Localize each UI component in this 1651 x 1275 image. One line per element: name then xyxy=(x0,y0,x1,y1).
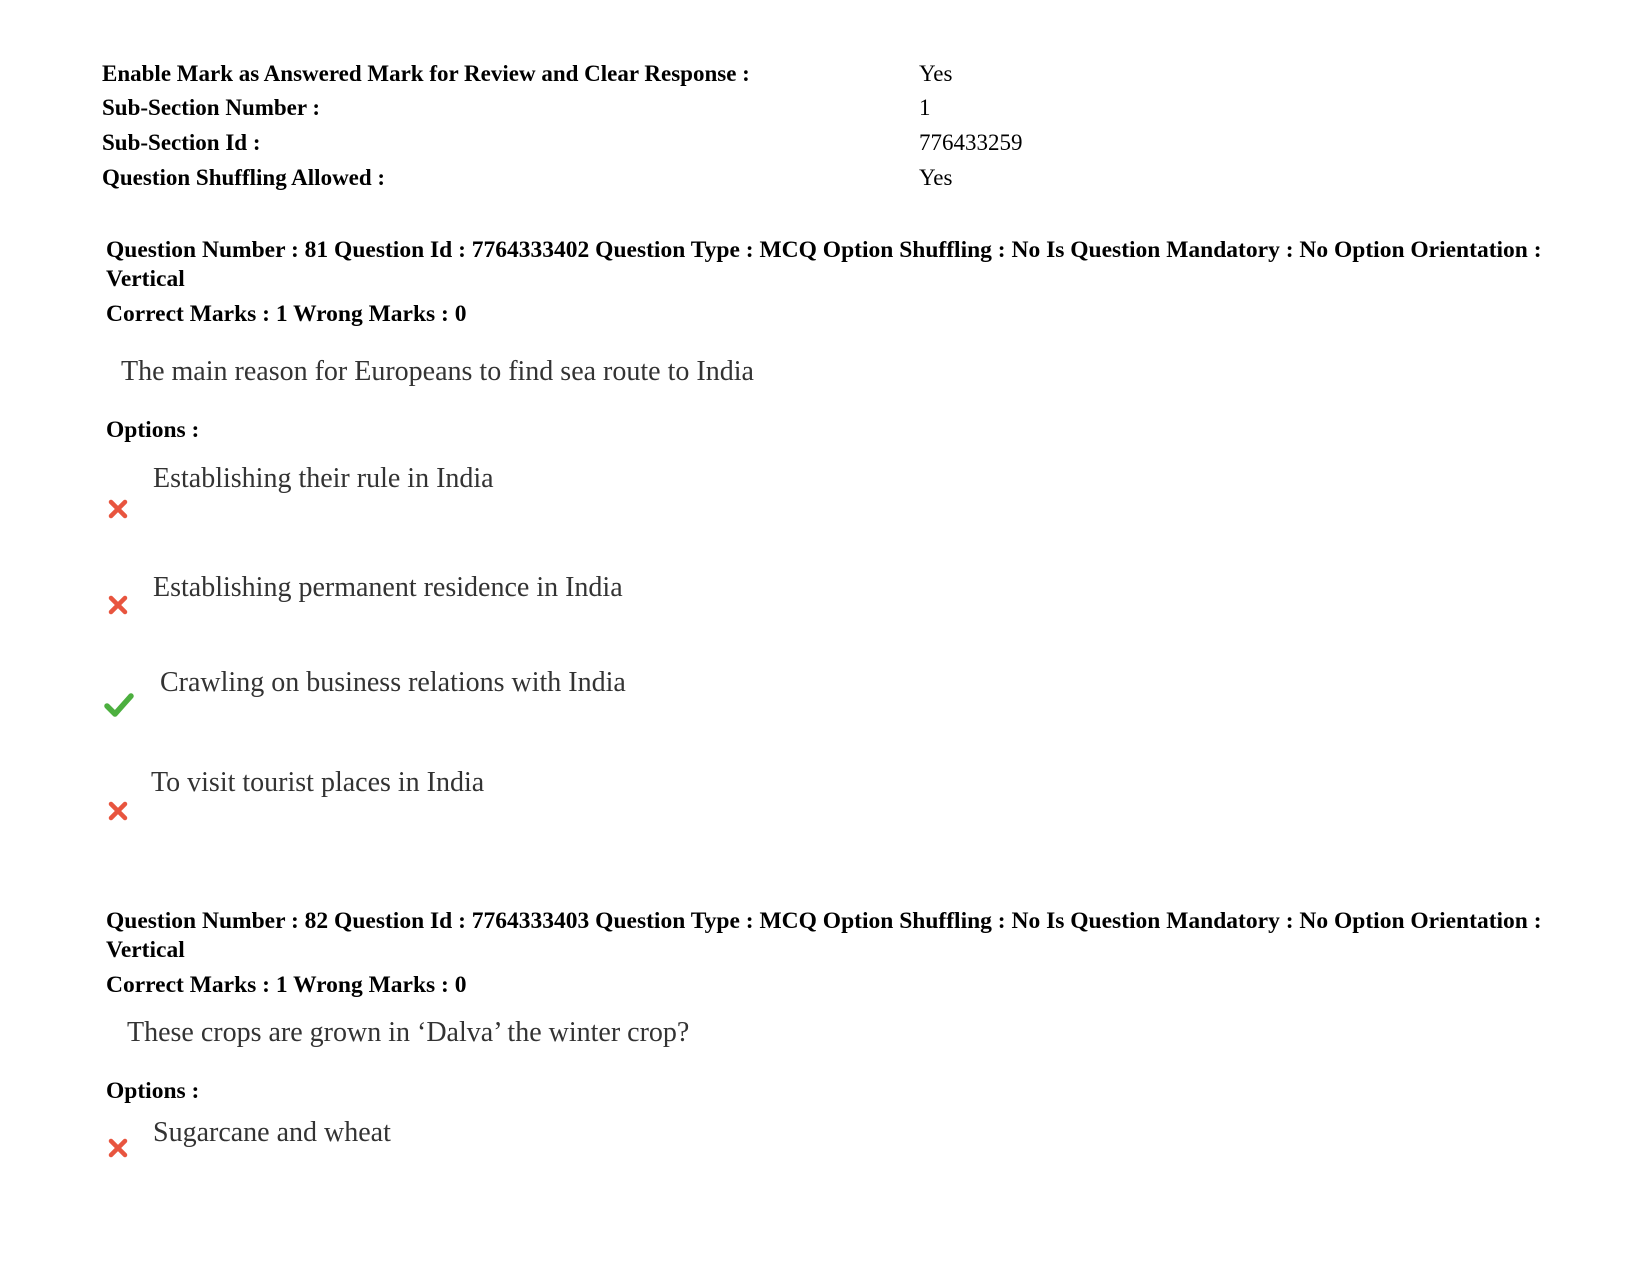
question-marks: Correct Marks : 1 Wrong Marks : 0 xyxy=(106,301,467,327)
question-header: Question Number : 82 Question Id : 7764333403 Question Type : MCQ Option Shuffling : No Is Question Mandatory : No Option Orientation : Vertical xyxy=(106,908,1542,963)
meta-label: Question Shuffling Allowed : xyxy=(102,165,386,190)
question-marks: Correct Marks : 1 Wrong Marks : 0 xyxy=(106,972,467,998)
meta-label: Sub-Section Number : xyxy=(102,95,321,120)
check-icon xyxy=(104,692,134,718)
meta-label: Enable Mark as Answered Mark for Review and Clear Response : xyxy=(102,61,750,86)
option-text: Crawling on business relations with India xyxy=(160,667,626,698)
cross-icon xyxy=(107,1137,131,1161)
meta-label: Sub-Section Id : xyxy=(102,130,261,155)
cross-icon xyxy=(107,594,131,618)
option-text: Sugarcane and wheat xyxy=(153,1117,391,1148)
option-text: Establishing permanent residence in India xyxy=(153,572,623,603)
meta-value: 1 xyxy=(919,95,931,120)
meta-row-enable-mark xyxy=(0,58,1651,90)
meta-value: Yes xyxy=(919,61,953,86)
meta-row-sub-section-id xyxy=(0,127,1651,159)
question-text: These crops are grown in ‘Dalva’ the winter crop? xyxy=(127,1017,690,1048)
cross-icon xyxy=(107,800,131,824)
option-text: Establishing their rule in India xyxy=(153,463,494,494)
question-text: The main reason for Europeans to find sea route to India xyxy=(121,356,754,387)
options-label: Options : xyxy=(106,1078,200,1104)
option-text: To visit tourist places in India xyxy=(151,767,485,798)
meta-row-question-shuffling xyxy=(0,162,1651,194)
meta-row-sub-section-number xyxy=(0,92,1651,124)
cross-icon xyxy=(107,498,131,522)
question-header: Question Number : 81 Question Id : 7764333402 Question Type : MCQ Option Shuffling : No Is Question Mandatory : No Option Orientation : Vertical xyxy=(106,237,1542,292)
options-label: Options : xyxy=(106,417,200,443)
meta-value: Yes xyxy=(919,165,953,190)
meta-value: 776433259 xyxy=(919,130,1023,155)
